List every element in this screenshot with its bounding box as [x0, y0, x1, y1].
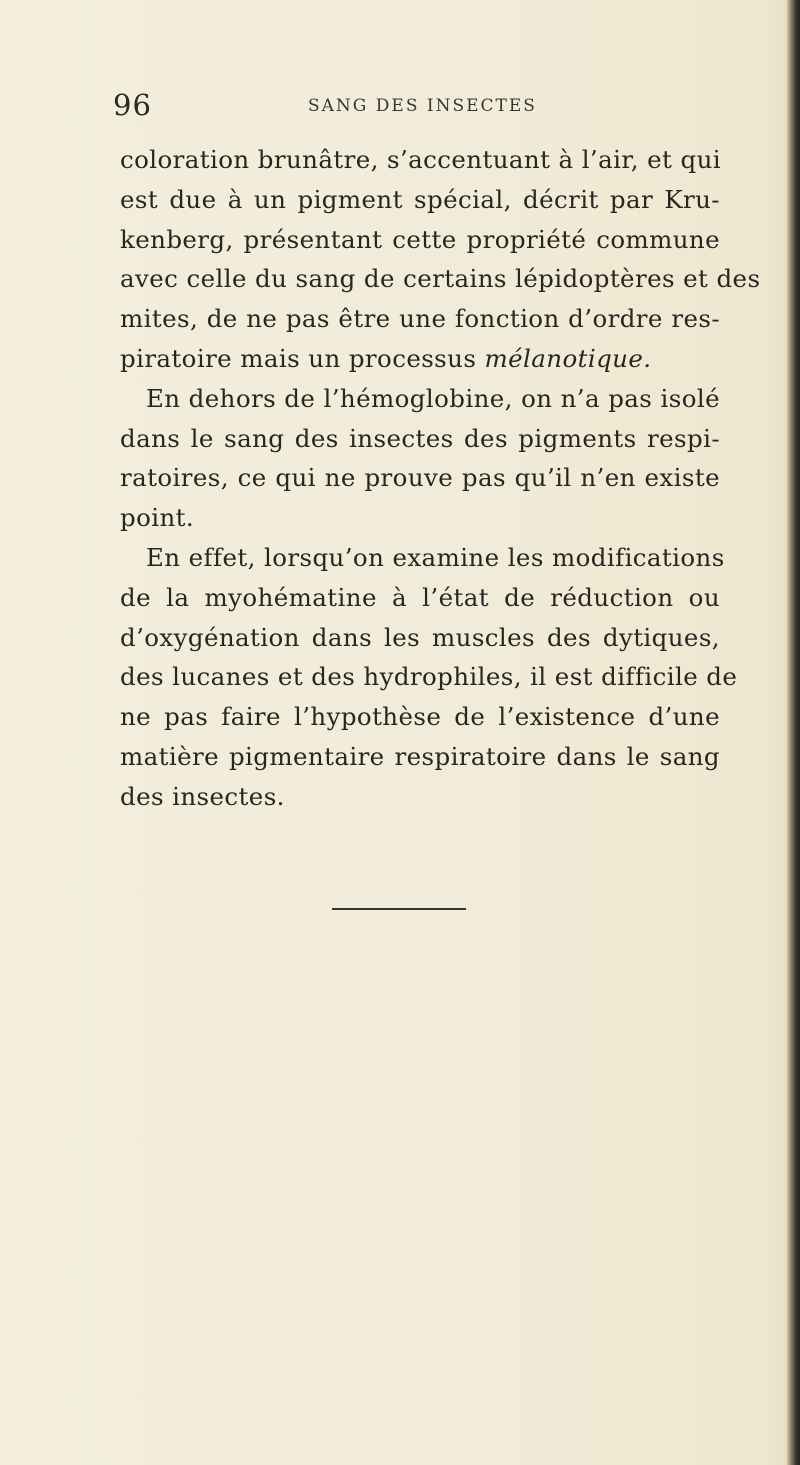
- text-line: point.: [120, 503, 195, 533]
- text-line: des insectes.: [120, 781, 285, 811]
- text-line: avec celle du sang de certains lépidoptères et des: [120, 264, 761, 294]
- page-number: 96: [113, 88, 152, 122]
- text-line: ne pas faire l’hypothèse de l’existence d’une: [120, 702, 720, 732]
- text-line: ratoires, ce qui ne prouve pas qu’il n’en existe: [120, 463, 720, 493]
- text-line: coloration brunâtre, s’accentuant à l’air, et qui: [120, 145, 721, 174]
- text-line: mites, de ne pas être une fonction d’ordre res-: [120, 304, 720, 334]
- running-head: [113, 88, 723, 128]
- running-title: SANG DES INSECTES: [308, 96, 537, 116]
- text-line: des lucanes et des hydrophiles, il est difficile de: [120, 662, 738, 692]
- text-line: kenberg, présentant cette propriété commune: [120, 224, 720, 254]
- text-line: [120, 339, 720, 379]
- text-line: matière pigmentaire respiratoire dans le sang: [120, 741, 720, 771]
- page-edge-shadow: [786, 0, 800, 1465]
- italic-term: mélanotique.: [484, 343, 652, 373]
- text-line: d’oxygénation dans les muscles des dytiques,: [120, 622, 720, 652]
- paragraph-start-line: En dehors de l’hémoglobine, on n’a pas isolé: [146, 383, 720, 413]
- body-text: [120, 140, 761, 817]
- closing-rule: [332, 908, 466, 910]
- text-line: est due à un pigment spécial, décrit par Kru-: [120, 184, 720, 214]
- text-fragment: piratoire mais un processus: [120, 343, 477, 373]
- text-line: de la myohématine à l’état de réduction ou: [120, 582, 720, 612]
- text-line: dans le sang des insectes des pigments respi-: [120, 423, 720, 453]
- paragraph-start-line: En effet, lorsqu’on examine les modifications: [146, 542, 725, 572]
